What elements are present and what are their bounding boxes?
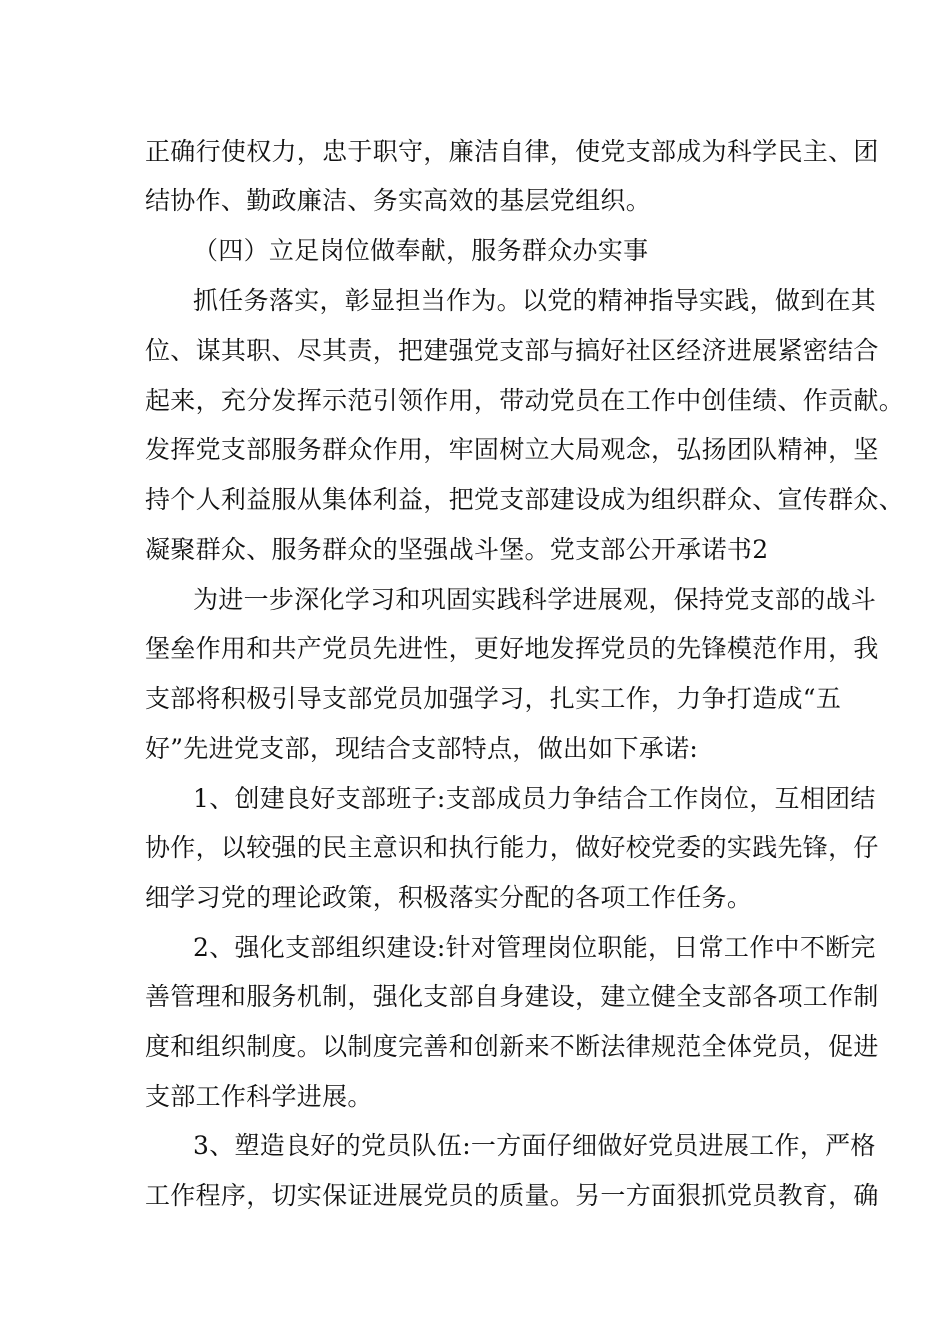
text-line: 支部工作科学进展。 — [145, 1082, 373, 1111]
text-line: 起来，充分发挥示范引领作用，带动党员在工作中创佳绩、作贡献。 — [145, 386, 905, 415]
text-line: 善管理和服务机制，强化支部自身建设，建立健全支部各项工作制 — [145, 982, 879, 1011]
text-line: 堡垒作用和共产党员先进性，更好地发挥党员的先锋模范作用，我 — [145, 634, 879, 663]
text-line: 发挥党支部服务群众作用，牢固树立大局观念，弘扬团队精神，坚 — [145, 435, 879, 464]
text-line: 2、强化支部组织建设:针对管理岗位职能，日常工作中不断完 — [193, 933, 876, 962]
text-line: 结协作、勤政廉洁、务实高效的基层党组织。 — [145, 186, 652, 215]
text-line: 位、谋其职、尽其责，把建强党支部与搞好社区经济进展紧密结合 — [145, 336, 879, 365]
text-line: 3、塑造良好的党员队伍:一方面仔细做好党员进展工作，严格 — [193, 1131, 876, 1160]
text-line: 好”先进党支部，现结合支部特点，做出如下承诺: — [145, 734, 699, 763]
text-line: 细学习党的理论政策，积极落实分配的各项工作任务。 — [145, 883, 753, 912]
text-line: 为进一步深化学习和巩固实践科学进展观，保持党支部的战斗 — [193, 585, 877, 614]
text-line: 工作程序，切实保证进展党员的质量。另一方面狠抓党员教育，确 — [145, 1181, 879, 1210]
text-line: 1、创建良好支部班子:支部成员力争结合工作岗位，互相团结 — [193, 784, 876, 813]
text-line: 协作，以较强的民主意识和执行能力，做好校党委的实践先锋，仔 — [145, 833, 879, 862]
text-line: 正确行使权力，忠于职守，廉洁自律，使党支部成为科学民主、团 — [145, 137, 879, 166]
text-line: 度和组织制度。以制度完善和创新来不断法律规范全体党员，促进 — [145, 1032, 879, 1061]
text-line: 抓任务落实，彰显担当作为。以党的精神指导实践，做到在其 — [193, 286, 877, 315]
text-line: 支部将积极引导支部党员加强学习，扎实工作，力争打造成“五 — [145, 684, 842, 713]
text-line: 持个人利益服从集体利益，把党支部建设成为组织群众、宣传群众、 — [145, 485, 905, 514]
section-heading: （四）立足岗位做奉献，服务群众办实事 — [193, 236, 649, 265]
text-line: 凝聚群众、服务群众的坚强战斗堡。党支部公开承诺书2 — [145, 535, 769, 564]
